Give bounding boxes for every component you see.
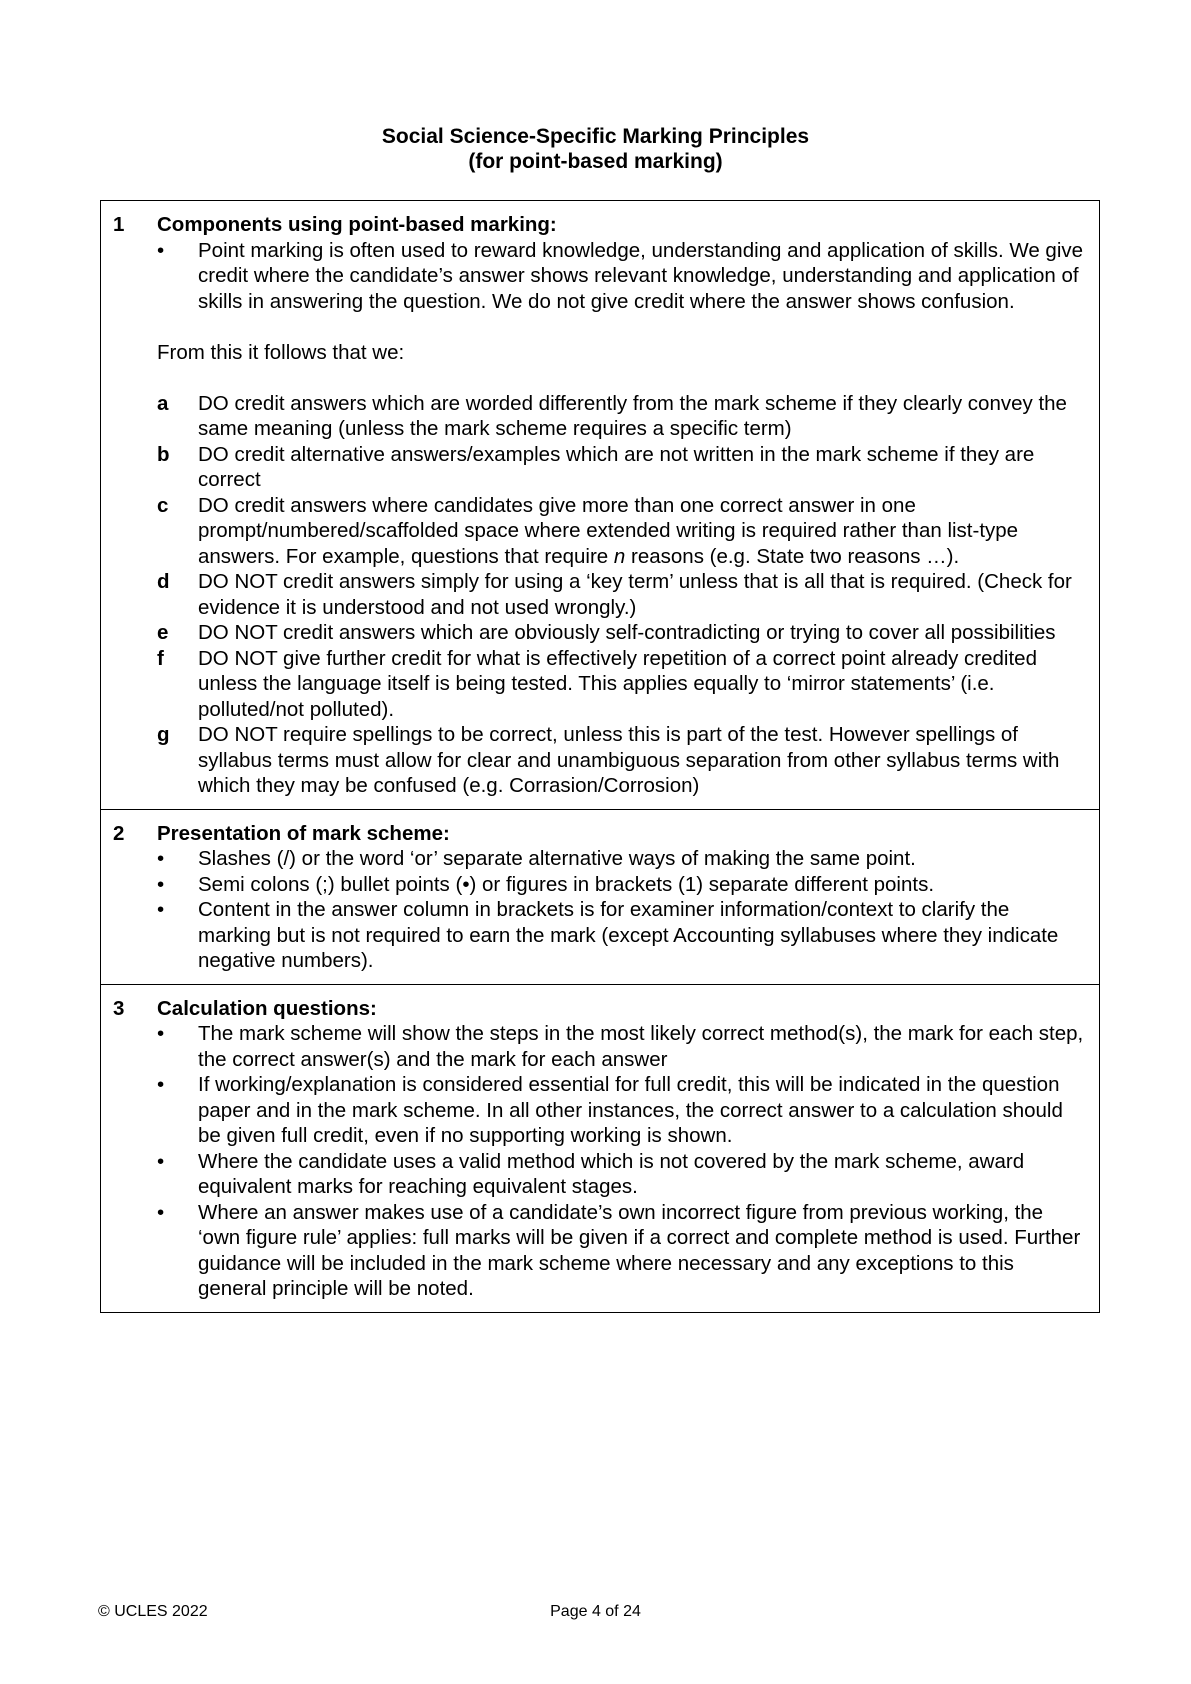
list-item-f <box>101 646 1085 723</box>
list-item-d <box>101 569 1085 620</box>
bullet-text: Semi colons (;) bullet points (•) or figures in brackets (1) separate different points. <box>198 872 935 896</box>
item-letter: e <box>157 621 169 644</box>
item-letter: d <box>157 570 170 593</box>
item-letter: b <box>157 442 170 466</box>
bullet-text: If working/explanation is considered essential for full credit, this will be indicated in the question paper and in the mark scheme. In all other instances, the correct answer to a calculation should be given full credit, even if no supporting working is shown. <box>198 1073 1063 1147</box>
section-intro: From this it follows that we: <box>157 340 405 364</box>
bullet-item <box>101 846 1085 872</box>
bullet-text: The mark scheme will show the steps in the most likely correct method(s), the mark for each step, the correct answer(s) and the mark for each answer <box>198 1022 1084 1071</box>
list-item-a <box>101 391 1085 442</box>
item-letter: g <box>157 723 170 746</box>
title-line-2: (for point-based marking) <box>468 150 723 173</box>
section-heading: Components using point-based marking: <box>157 213 557 236</box>
bullet-text: Slashes (/) or the word ‘or’ separate alternative ways of making the same point. <box>198 847 916 870</box>
bullet-item <box>101 897 1085 974</box>
bullet-item <box>101 1072 1085 1149</box>
item-text: DO credit answers which are worded differently from the mark scheme if they clearly convey the same meaning (unless the mark scheme requires a specific term) <box>198 391 1067 440</box>
section-number: 2 <box>113 821 125 845</box>
bullet-icon: • <box>157 1022 165 1045</box>
bullet-text: Content in the answer column in brackets is for examiner information/context to clarify the marking but is not required to earn the mark (except Accounting syllabuses where they indicate negative numbers). <box>198 898 1059 972</box>
bullet-item <box>101 1149 1085 1200</box>
list-item-c <box>101 493 1085 570</box>
section-2 <box>101 809 1099 984</box>
title-line-1: Social Science-Specific Marking Principles <box>381 125 810 148</box>
item-letter: a <box>157 391 169 415</box>
bullet-item <box>101 1021 1085 1072</box>
item-text-italic: n <box>613 544 626 568</box>
bullet-item <box>101 1200 1085 1302</box>
item-text: DO NOT require spellings to be correct, unless this is part of the test. However spellings of syllabus terms must allow for clear and unambiguous separation from other syllabus terms with which they may be confused (e.g. Corrasion/Corrosion) <box>198 723 1060 797</box>
item-text-before: DO credit answers where candidates give more than one correct answer in one prompt/numbered/scaffolded space where extended writing is required rather than list-type answers. For example, questions that require <box>198 493 1019 568</box>
item-text: DO NOT give further credit for what is effectively repetition of a correct point already credited unless the language itself is being tested. This applies equally to ‘mirror statements’ (i.e. polluted/not polluted). <box>198 646 1037 721</box>
list-item-g <box>101 722 1085 799</box>
copyright-notice: © UCLES 2022 <box>98 1603 208 1620</box>
section-number: 3 <box>113 996 125 1020</box>
list-item-e <box>101 620 1085 646</box>
item-text: DO credit alternative answers/examples which are not written in the mark scheme if they are correct <box>198 442 1035 491</box>
bullet-item <box>101 872 1085 898</box>
page-title <box>0 124 1191 174</box>
list-item-b <box>101 442 1085 493</box>
bullet-icon: • <box>157 1073 165 1096</box>
bullet-icon: • <box>157 847 165 870</box>
page-number: Page 4 of 24 <box>550 1603 641 1620</box>
principles-table <box>100 200 1100 1313</box>
section-number: 1 <box>113 213 125 236</box>
section-heading: Presentation of mark scheme: <box>157 821 450 845</box>
section-1 <box>101 201 1099 809</box>
bullet-icon: • <box>157 238 165 262</box>
item-letter: f <box>157 646 164 670</box>
bullet-icon: • <box>157 1149 165 1173</box>
item-text: DO NOT credit answers simply for using a ‘key term’ unless that is all that is required. (Check for evidence it is understood and not used wrongly.) <box>198 570 1072 619</box>
item-text-after: reasons (e.g. State two reasons …). <box>625 544 960 568</box>
section-3 <box>101 984 1099 1312</box>
bullet-icon: • <box>157 872 165 896</box>
item-text: DO NOT credit answers which are obviously self-contradicting or trying to cover all possibilities <box>198 621 1056 644</box>
item-letter: c <box>157 493 169 517</box>
bullet-text: Point marking is often used to reward knowledge, understanding and application of skills. We give credit where the candidate’s answer shows relevant knowledge, understanding and application of skills in answering the question. We do not give credit where the answer shows confusion. <box>198 238 1084 313</box>
bullet-icon: • <box>157 1200 165 1224</box>
bullet-icon: • <box>157 898 165 921</box>
section-heading: Calculation questions: <box>157 996 377 1020</box>
bullet-item <box>101 238 1085 315</box>
bullet-text: Where an answer makes use of a candidate’s own incorrect figure from previous working, the ‘own figure rule’ applies: full marks will be given if a correct and complete method is used. Further guidance will be included in the mark scheme where necessary and any exceptions to this general principle will be noted. <box>198 1200 1081 1300</box>
bullet-text: Where the candidate uses a valid method which is not covered by the mark scheme, award equivalent marks for reaching equivalent stages. <box>198 1149 1025 1198</box>
